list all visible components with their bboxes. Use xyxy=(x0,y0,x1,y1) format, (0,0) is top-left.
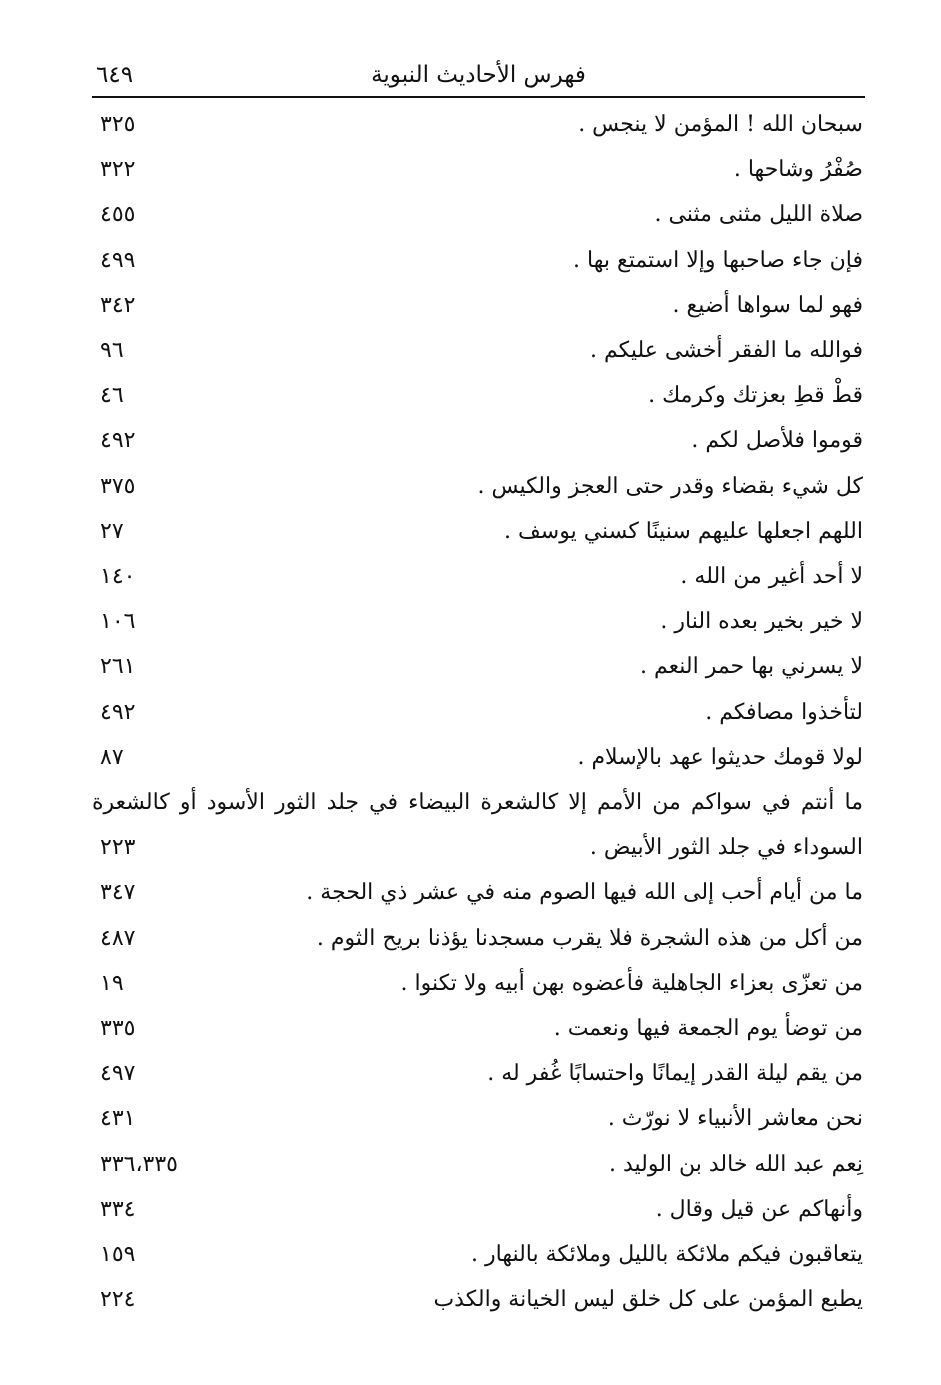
page-number: ٦٤٩ xyxy=(96,62,134,88)
index-entry xyxy=(92,102,865,147)
index-entry xyxy=(92,418,865,463)
page-reference: ٣٣٦،٣٣٥ xyxy=(100,1151,178,1177)
page-reference: ٣٢٥ xyxy=(100,112,136,137)
index-entry xyxy=(92,780,865,870)
hadith-text: وأنهاكم عن قيل وقال . xyxy=(655,1196,863,1222)
page-reference: ٤٩٢ xyxy=(100,428,136,454)
index-entry xyxy=(92,1096,865,1141)
index-entry xyxy=(92,464,865,509)
hadith-text: لا يسرني بها حمر النعم . xyxy=(640,654,863,680)
page-header xyxy=(92,56,865,96)
index-entry xyxy=(92,1187,865,1232)
index-entry xyxy=(92,509,865,554)
hadith-text: ما من أيام أحب إلى الله فيها الصوم منه في عشر ذي الحجة . xyxy=(306,880,863,906)
index-entry xyxy=(92,961,865,1006)
hadith-text: لا خير بخير بعده النار . xyxy=(660,609,863,635)
header-divider xyxy=(92,96,865,98)
hadith-text: من أكل من هذه الشجرة فلا يقرب مسجدنا يؤذنا بريح الثوم . xyxy=(316,925,863,951)
hadith-text: من تعزّى بعزاء الجاهلية فأعضوه بهن أبيه ولا تكنوا . xyxy=(400,970,863,996)
index-entry xyxy=(92,192,865,237)
hadith-text: كل شيء بقضاء وقدر حتى العجز والكيس . xyxy=(477,473,863,499)
hadith-text: نحن معاشر الأنبياء لا نورّث . xyxy=(607,1106,863,1132)
hadith-text: فوالله ما الفقر أخشى عليكم . xyxy=(590,338,863,364)
index-entry xyxy=(92,1142,865,1187)
hadith-text: اللهم اجعلها عليهم سنينًا كسني يوسف . xyxy=(504,518,863,544)
hadith-text: يطبع المؤمن على كل خلق ليس الخيانة والكذب xyxy=(433,1287,863,1313)
page-reference: ٣٤٧ xyxy=(100,880,136,906)
hadith-text: قطْ قطِ بعزتك وكرمك . xyxy=(648,383,863,409)
hadith-text: فهو لما سواها أضيع . xyxy=(672,292,863,318)
page-reference: ١٠٦ xyxy=(100,609,136,635)
index-entry xyxy=(92,1051,865,1096)
page-reference: ٤٨٧ xyxy=(100,925,136,951)
page-reference: ٤٣١ xyxy=(100,1106,136,1132)
hadith-text: من يقم ليلة القدر إيمانًا واحتسابًا غُفر له . xyxy=(487,1061,863,1087)
index-entry xyxy=(92,373,865,418)
index-entry xyxy=(92,1277,865,1322)
hadith-text: لتأخذوا مصافكم . xyxy=(705,699,863,725)
page-reference: ٤٩٢ xyxy=(100,699,136,725)
page-title: فهرس الأحاديث النبوية xyxy=(371,62,586,88)
page-reference: ٢٢٤ xyxy=(100,1287,136,1313)
index-entry xyxy=(92,735,865,780)
hadith-text: من توضأ يوم الجمعة فيها ونعمت . xyxy=(553,1016,863,1042)
page-reference: ٣٢٢ xyxy=(100,157,136,183)
index-entry xyxy=(92,147,865,192)
hadith-text: نِعم عبد الله خالد بن الوليد . xyxy=(608,1151,863,1177)
index-entry xyxy=(92,554,865,599)
hadith-text: ما أنتم في سواكم من الأمم إلا كالشعرة البيضاء في جلد الثور الأسود أو كالشعرة السوداء في جلد الثور الأبيض . xyxy=(92,790,863,861)
page-reference: ٤٦ xyxy=(100,383,124,409)
index-entry xyxy=(92,1232,865,1277)
hadith-text: لولا قومك حديثوا عهد بالإسلام . xyxy=(577,744,863,770)
page-reference: ٣٣٥ xyxy=(100,1016,136,1042)
page-reference: ٤٩٩ xyxy=(100,247,136,273)
index-entry xyxy=(92,283,865,328)
page-reference: ٣٣٤ xyxy=(100,1196,136,1222)
page-reference: ٣٧٥ xyxy=(100,473,136,499)
page-reference: ٨٧ xyxy=(100,744,124,770)
page-reference: ١٥٩ xyxy=(100,1242,136,1268)
index-entry xyxy=(92,690,865,735)
index-entry xyxy=(92,1006,865,1051)
hadith-text: لا أحد أغير من الله . xyxy=(680,564,863,590)
index-entry xyxy=(92,328,865,373)
page-reference: ٣٤٢ xyxy=(100,292,136,318)
hadith-index-list xyxy=(92,102,865,1322)
hadith-text: سبحان الله ! المؤمن لا ينجس . xyxy=(578,112,863,137)
page-reference: ٩٦ xyxy=(100,338,124,364)
page-reference: ٢٦١ xyxy=(100,654,136,680)
index-entry xyxy=(92,916,865,961)
page-reference: ٤٥٥ xyxy=(100,202,136,228)
page-reference: ٤٩٧ xyxy=(100,1061,136,1087)
page-reference: ١٤٠ xyxy=(100,564,136,590)
hadith-text: يتعاقبون فيكم ملائكة بالليل وملائكة بالنهار . xyxy=(471,1242,863,1268)
index-entry xyxy=(92,599,865,644)
hadith-text: صلاة الليل مثنى مثنى . xyxy=(654,202,863,228)
hadith-text: صُفْرُ وشاحها . xyxy=(733,157,863,183)
index-entry xyxy=(92,644,865,689)
page-reference: ٢٢٣ xyxy=(100,835,136,861)
hadith-text: فإن جاء صاحبها وإلا استمتع بها . xyxy=(573,247,863,273)
page-reference: ٢٧ xyxy=(100,518,124,544)
index-entry xyxy=(92,238,865,283)
index-entry xyxy=(92,870,865,915)
hadith-text: قوموا فلأصل لكم . xyxy=(691,428,863,454)
page-reference: ١٩ xyxy=(100,970,124,996)
